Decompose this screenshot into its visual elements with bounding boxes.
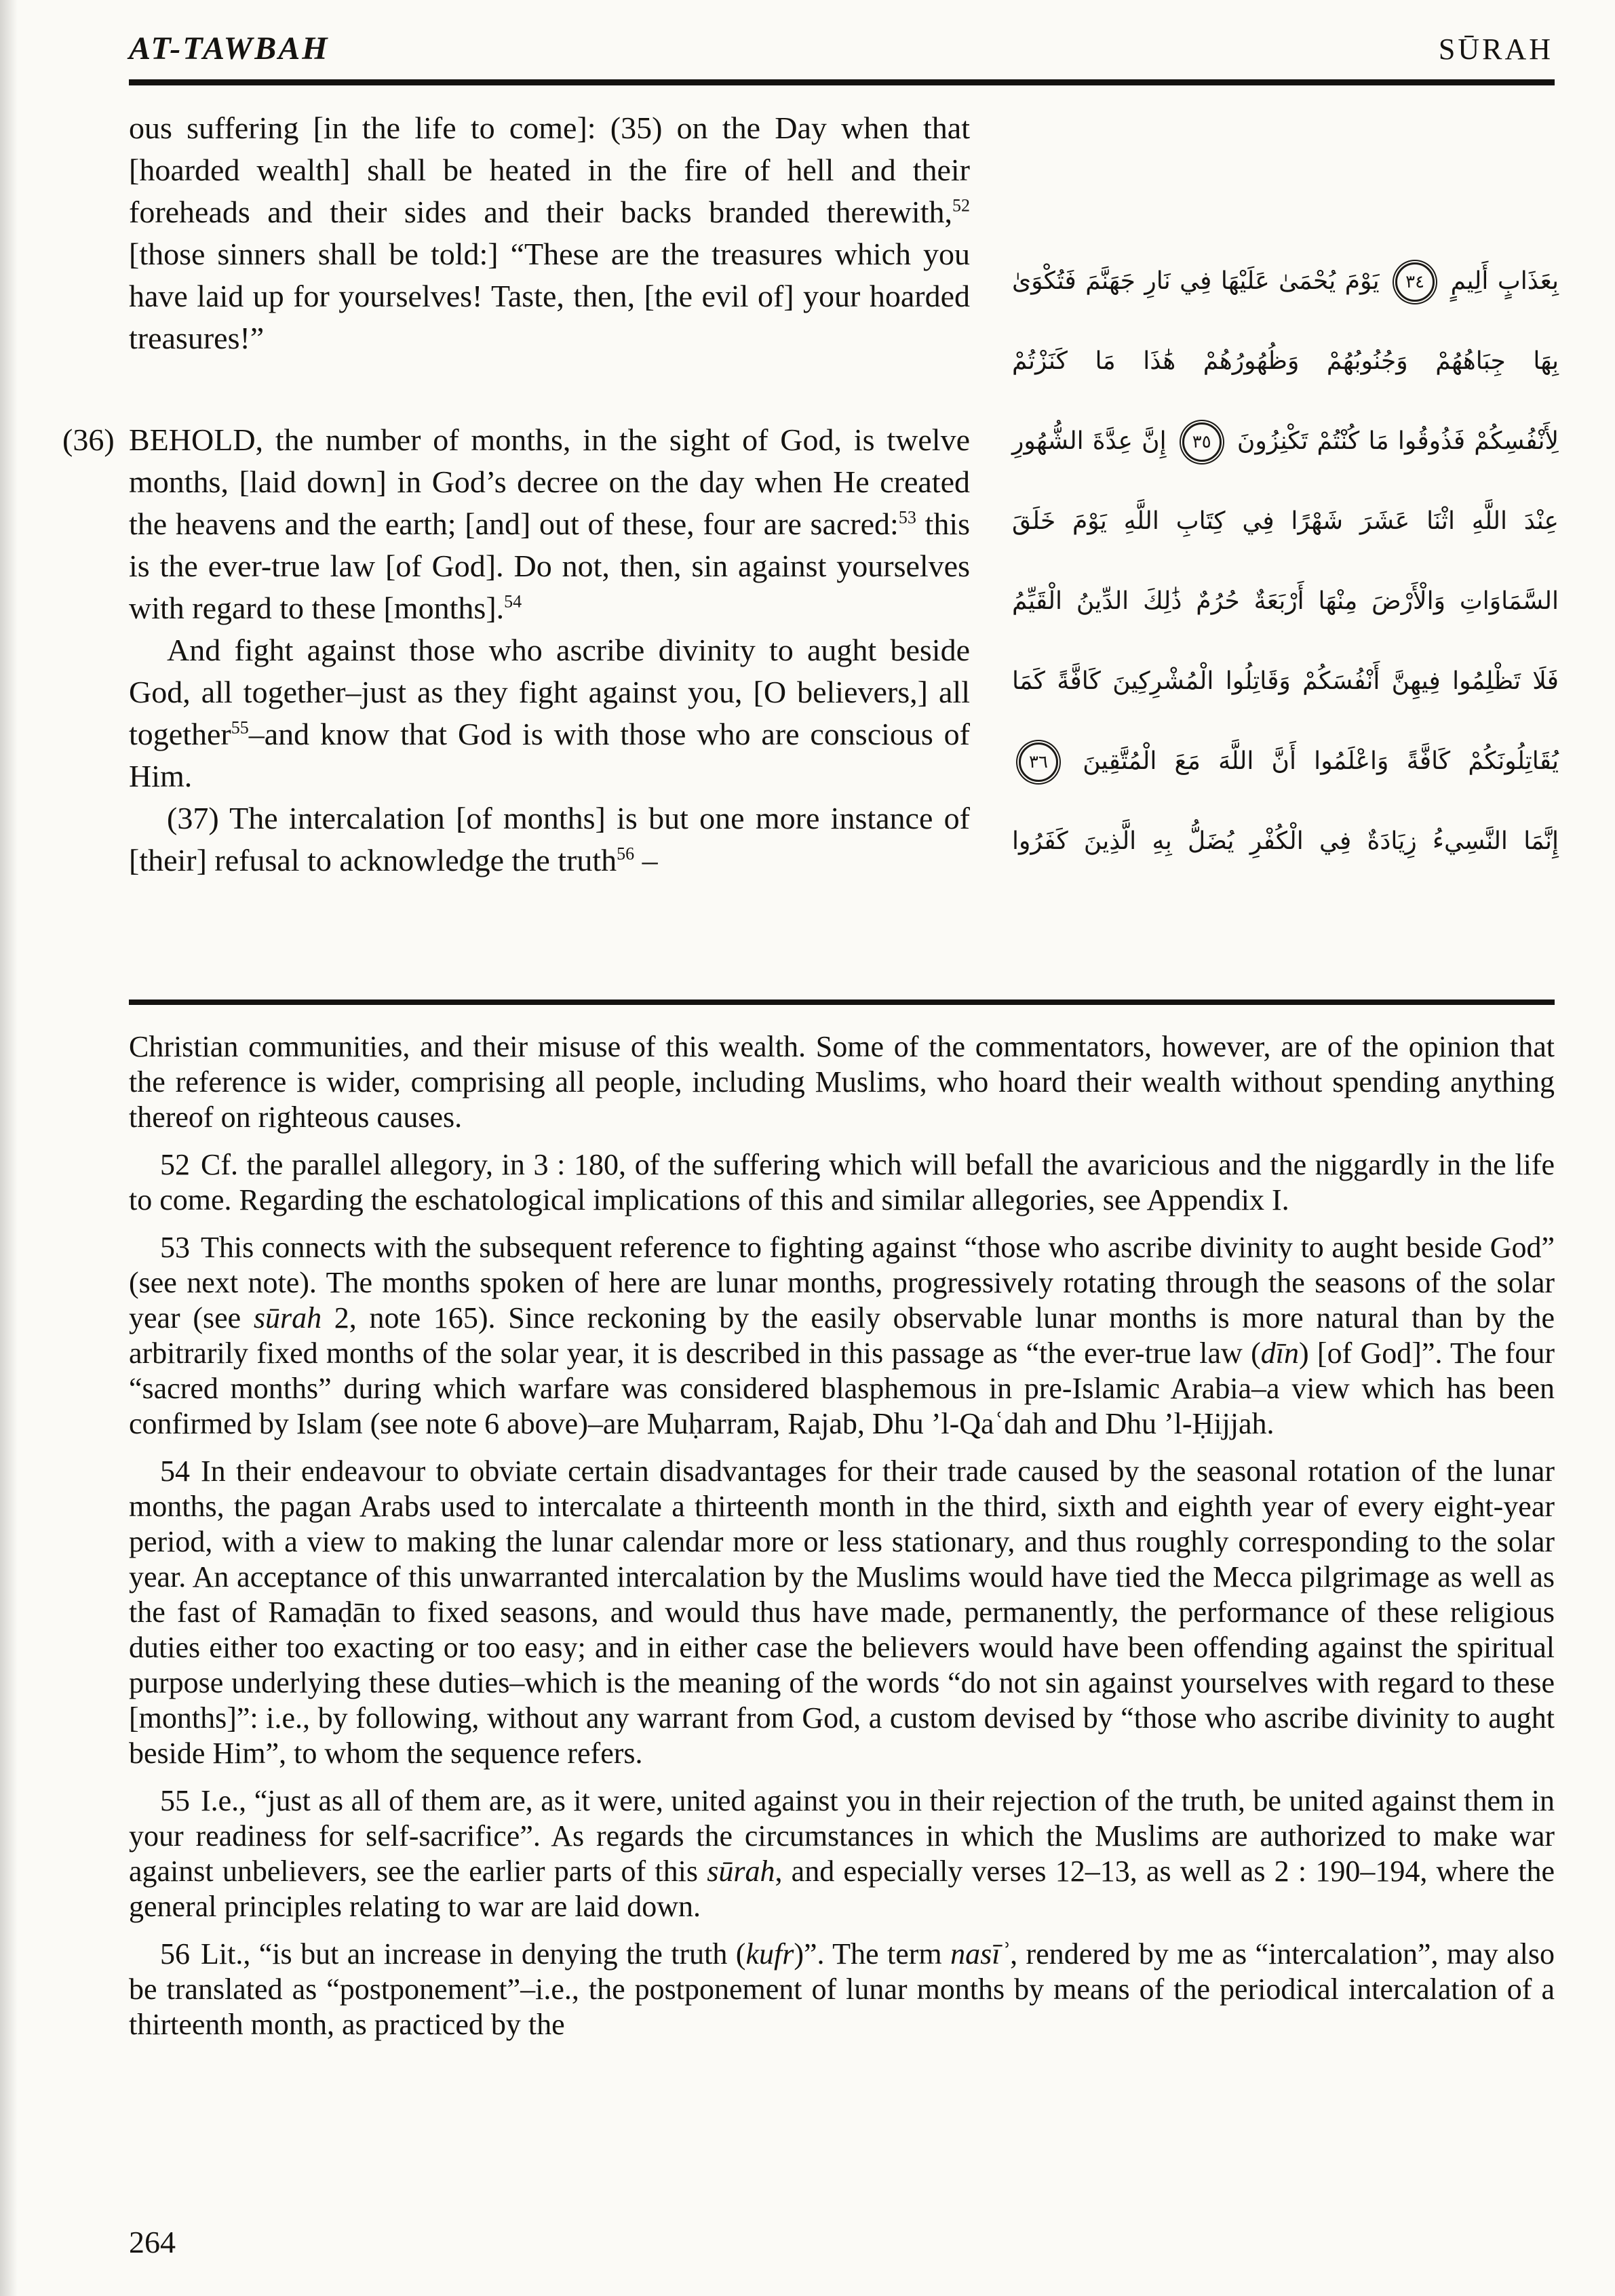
footnote-56 xyxy=(129,1937,1555,2042)
footnote-52 xyxy=(129,1147,1555,1218)
arabic-line-2: بِهَا جِبَاهُهُمْ وَجُنُوبُهُمْ وَظُهُورُهُمْ هَٰذَا مَا كَنَزْتُمْ xyxy=(1012,347,1559,375)
footnote-52-text: Cf. the parallel allegory, in 3 : 180, of the suffering which will befall the avaricious and the niggardly in the life to come. Regarding the eschatological implications of this and similar allegories, see Appendix I. xyxy=(129,1148,1555,1216)
fn-ref-52: 52 xyxy=(952,195,970,216)
footnote-55-text: I.e., “just as all of them are, as it were, united against you in their rejection of the truth, be united against them in your readiness for self-sacrifice”. As regards the circumstances in which the Muslims are authorized to make war against unbelievers, see the earlier parts of this sūrah, and especially verses 12–13, as well as 2 : 190–194, where the general principles relating to war are laid down. xyxy=(129,1784,1555,1923)
footnote-54 xyxy=(129,1454,1555,1771)
fn-ref-53: 53 xyxy=(898,507,916,528)
footnote-53-number: 53 xyxy=(160,1231,190,1264)
footnote-55 xyxy=(129,1783,1555,1924)
verse-36-number: (36) xyxy=(62,422,115,457)
page-number: 264 xyxy=(129,2225,176,2259)
running-head-right-label: SŪRAH xyxy=(1438,33,1553,66)
footnote-53-text: This connects with the subsequent reference to fighting against “those who ascribe divinity to aught beside God” (see next note). The months spoken of here are lunar months, progressively rotating through the seasons of the solar year (see sūrah 2, note 165). Since reckoning by the easily observable lunar months is more natural than by the arbitrarily fixed months of the solar year, it is described in this passage as “the ever-true law (dīn) [of God]”. The four “sacred months” during which warfare was considered blasphemous in pre-Islamic Arabia–a view which has been confirmed by Islam (see note 6 above)–are Muḥarram, Rajab, Dhu ’l-Qaʿdah and Dhu ’l-Ḥijjah. xyxy=(129,1231,1555,1440)
footnote-54-number: 54 xyxy=(160,1454,190,1488)
footnotes-section xyxy=(129,1029,1555,2055)
footnote-54-text: In their endeavour to obviate certain disadvantages for their trade caused by the seasonal rotation of the lunar months, the pagan Arabs used to intercalate a thirteenth month in the third, sixth and eighth year of every eight-year period, with a view to making the lunar calendar more or less stationary, and thus roughly corresponding to the solar year. An acceptance of this unwarranted intercalation by the Muslims would have tied the Mecca pilgrimage as well as the fast of Ramaḍān to fixed seasons, and would thus have made, permanently, the performance of these religious duties either too exacting or too easy; and in either case the believers would have been offending against the spiritual purpose underlying these duties–which is the meaning of the words “do not sin against yourselves with regard to these [months]”: i.e., by following, without any warrant from God, a custom devised by “those who ascribe divinity to aught beside Him”, to whom the sequence refers. xyxy=(129,1454,1555,1770)
footnote-53 xyxy=(129,1230,1555,1442)
fn-ref-56: 56 xyxy=(617,844,635,864)
translation-column xyxy=(62,107,970,882)
verse-36-fight-paragraph: And fight against those who ascribe divinity to aught beside God, all together–just as they fight against you, [O believers,] all together$^{55}$–and know that God is with those who are conscious of Him. xyxy=(129,633,970,793)
verse-36-paragraph xyxy=(62,419,970,629)
arabic-line-5: السَّمَاوَاتِ وَالْأَرْضَ مِنْهَا أَرْبَعَةٌ حُرُمٌ ذَٰلِكَ الدِّينُ الْقَيِّمُ xyxy=(1012,587,1559,615)
verse-35-paragraph: ous suffering [in the life to come]: (35) on the Day when that [hoarded wealth] shall be heated in the fire of hell and their foreheads and their sides and their backs branded therewith,$^{52}$ [those sinners shall be told:] “These are the treasures which you have laid up for yourselves! Taste, then, [the evil of] your hoarded treasures!” xyxy=(129,111,970,355)
header-rule xyxy=(129,79,1555,85)
footnote-52-number: 52 xyxy=(160,1148,190,1181)
verse-36-text: BEHOLD, the number of months, in the sight of God, is twelve months, [laid down] in God’s decree on the day when He created the heavens and the earth; [and] out of these, four are sacred:$^{53}$ this is the ever-true law [of God]. Do not, then, sin against yourselves with regard to these [months].$^{54}$ xyxy=(129,422,970,625)
fn-ref-54: 54 xyxy=(504,591,522,612)
ayah-marker-35: ٣٥ xyxy=(1182,422,1222,462)
footnote-56-number: 56 xyxy=(160,1937,190,1971)
running-head xyxy=(129,30,1553,67)
ayah-marker-34: ٣٤ xyxy=(1395,262,1435,302)
arabic-line-1: بِعَذَابٍ أَلِيمٍ ٣٤ يَوْمَ يُحْمَىٰ عَلَيْهَا فِي نَارِ جَهَنَّمَ فَتُكْوَىٰ xyxy=(1012,241,1559,321)
arabic-line-7: يُقَاتِلُونَكُمْ كَافَّةً وَاعْلَمُوا أَنَّ اللَّهَ مَعَ الْمُتَّقِينَ ٣٦ xyxy=(1012,721,1559,801)
footnote-55-number: 55 xyxy=(160,1784,190,1817)
running-head-surah-title: AT-TAWBAH xyxy=(129,31,330,66)
arabic-text-column xyxy=(1012,241,1559,882)
arabic-line-4: عِنْدَ اللَّهِ اثْنَا عَشَرَ شَهْرًا فِي كِتَابِ اللَّهِ يَوْمَ خَلَقَ xyxy=(1012,507,1559,535)
arabic-line-3: لِأَنْفُسِكُمْ فَذُوقُوا مَا كُنْتُمْ تَكْنِزُونَ ٣٥ إِنَّ عِدَّةَ الشُّهُورِ xyxy=(1012,401,1559,481)
scan-edge-shadow xyxy=(0,0,18,2296)
footnote-56-text: Lit., “is but an increase in denying the truth (kufr)”. The term nasīʾ, rendered by me as “intercalation”, may also be translated as “postponement”–i.e., the postponement of lunar months by means of the periodical intercalation of a thirteenth month, as practiced by the xyxy=(129,1937,1555,2041)
ayah-marker-36: ٣٦ xyxy=(1019,743,1058,782)
verse-37-paragraph: (37) The intercalation [of months] is but one more instance of [their] refusal to acknowledge the truth$^{56}$ – xyxy=(129,801,970,877)
arabic-line-8: إِنَّمَا النَّسِيءُ زِيَادَةٌ فِي الْكُفْرِ يُضَلُّ بِهِ الَّذِينَ كَفَرُوا xyxy=(1012,827,1559,855)
arabic-line-6: فَلَا تَظْلِمُوا فِيهِنَّ أَنْفُسَكُمْ وَقَاتِلُوا الْمُشْرِكِينَ كَافَّةً كَمَا xyxy=(1012,667,1559,695)
footnote-separator-rule xyxy=(129,999,1555,1005)
fn-ref-55: 55 xyxy=(231,717,249,738)
footnote-continuation: Christian communities, and their misuse of this wealth. Some of the commentators, however, are of the opinion that the reference is wider, comprising all people, including Muslims, who hoard their wealth without spending anything thereof on righteous causes. xyxy=(129,1030,1555,1134)
